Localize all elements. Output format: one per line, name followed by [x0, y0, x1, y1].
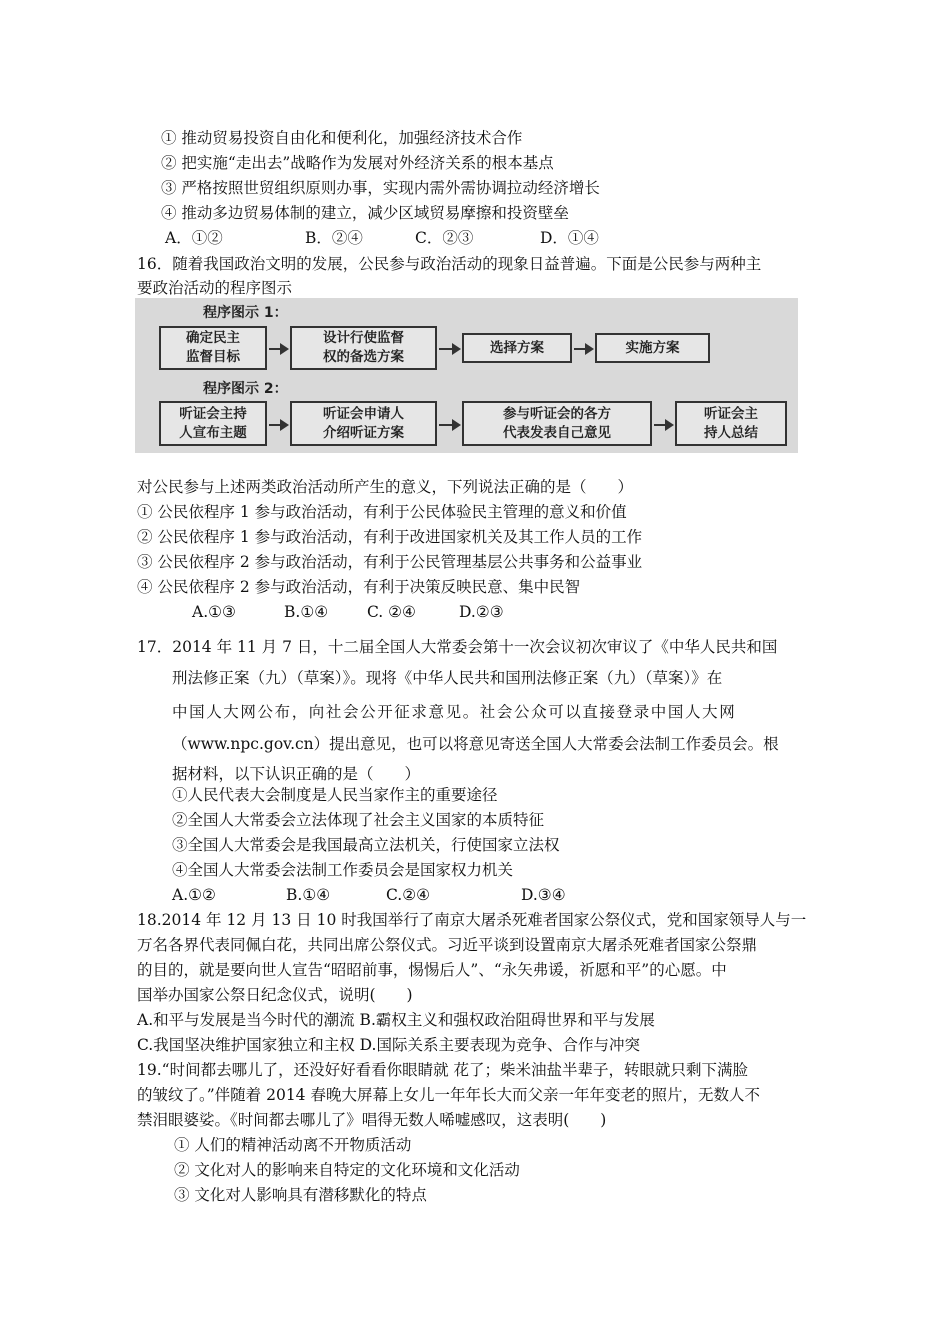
q15-choice-a: A．①②	[165, 229, 223, 247]
flow2-step-4: 听证会主 持人总结	[675, 401, 787, 446]
q15-option-3: ③ 严格按照世贸组织原则办事，实现内需外需协调拉动经济增长	[161, 179, 600, 197]
q15-choice-b: B．②④	[305, 229, 363, 247]
flow2-step-3: 参与听证会的各方 代表发表自己意见	[462, 401, 652, 446]
q16-stem-line-2: 要政治活动的程序图示	[137, 279, 293, 297]
q16-choice-c: C. ②④	[367, 603, 416, 621]
q17-stem-line-3: 中国人大网公布，向社会公开征求意见。社会公众可以直接登录中国人大网	[172, 703, 737, 721]
q17-option-4: ④全国人大常委会法制工作委员会是国家权力机关	[172, 861, 514, 879]
flow2-step-2: 听证会申请人 介绍听证方案	[290, 401, 437, 446]
flow1-step-2: 设计行使监督 权的备选方案	[290, 326, 437, 370]
q18-choices-cd: C.我国坚决维护国家独立和主权 D.国际关系主要表现为竞争、合作与冲突	[137, 1036, 640, 1054]
q17-choice-b: B.①④	[286, 886, 331, 904]
flow2-arrow-3	[654, 424, 672, 426]
flow1-step-4: 实施方案	[595, 333, 710, 363]
q17-stem-line-2: 刑法修正案（九）（草案）》。现将《中华人民共和国刑法修正案（九）（草案）》在	[172, 669, 723, 687]
q18-line-3: 的目的，就是要向世人宣告“昭昭前事，惕惕后人”、“永矢弗谖，祈愿和平”的心愿。中	[137, 961, 727, 979]
flow1-step-3: 选择方案	[462, 333, 572, 363]
q16-choice-d: D.②③	[459, 603, 504, 621]
flow1-arrow-3	[574, 348, 592, 350]
q17-choice-d: D.③④	[521, 886, 566, 904]
q15-option-1: ① 推动贸易投资自由化和便利化，加强经济技术合作	[161, 129, 523, 147]
q16-choice-b: B.①④	[284, 603, 329, 621]
flow1-step-1: 确定民主 监督目标	[159, 326, 267, 370]
q19-line-1: 19.“时间都去哪儿了，还没好好看看你眼睛就 花了；柴米油盐半辈子，转眼就只剩下满脸	[137, 1061, 749, 1079]
q19-option-1: ① 人们的精神活动离不开物质活动	[174, 1136, 412, 1154]
q19-option-2: ② 文化对人的影响来自特定的文化环境和文化活动	[174, 1161, 520, 1179]
q16-option-3: ③ 公民依程序 2 参与政治活动，有利于公民管理基层公共事务和公益事业	[137, 553, 643, 571]
q17-stem-line-5: 据材料，以下认识正确的是（ ）	[172, 765, 421, 783]
q16-option-2: ② 公民依程序 1 参与政治活动，有利于改进国家机关及其工作人员的工作	[137, 528, 643, 546]
q15-option-2: ② 把实施“走出去”战略作为发展对外经济关系的根本基点	[161, 154, 554, 172]
procedure-diagram	[135, 298, 798, 453]
q18-line-1: 18.2014 年 12 月 13 日 10 时我国举行了南京大屠杀死难者国家公祭仪式，党和国家领导人与一	[137, 911, 807, 929]
flow2-arrow-2	[439, 424, 459, 426]
q17-choice-c: C.②④	[386, 886, 431, 904]
q16-choice-a: A.①③	[192, 603, 236, 621]
q18-line-4: 国举办国家公祭日纪念仪式，说明( )	[137, 986, 413, 1004]
q19-line-3: 禁泪眼婆娑。《时间都去哪儿了》唱得无数人唏嘘感叹，这表明( )	[137, 1111, 607, 1129]
q16-option-4: ④ 公民依程序 2 参与政治活动，有利于决策反映民意、集中民智	[137, 578, 581, 596]
q17-option-2: ②全国人大常委会立法体现了社会主义国家的本质特征	[172, 811, 545, 829]
q15-option-4: ④ 推动多边贸易体制的建立，减少区域贸易摩擦和投资壁垒	[161, 204, 569, 222]
flow1-arrow-2	[439, 348, 459, 350]
q17-stem-line-4: （www.npc.gov.cn）提出意见，也可以将意见寄送全国人大常委会法制工作委员会。根	[172, 735, 779, 753]
q16-stem-line-1: 16．随着我国政治文明的发展，公民参与政治活动的现象日益普遍。下面是公民参与两种主	[137, 255, 762, 273]
q15-choice-c: C．②③	[415, 229, 474, 247]
q17-choice-a: A.①②	[172, 886, 216, 904]
q17-option-1: ①人民代表大会制度是人民当家作主的重要途径	[172, 786, 498, 804]
q17-option-3: ③全国人大常委会是我国最高立法机关，行使国家立法权	[172, 836, 560, 854]
q16-question: 对公民参与上述两类政治活动所产生的意义，下列说法正确的是（ ）	[137, 478, 634, 496]
q18-choices-ab: A.和平与发展是当今时代的潮流 B.霸权主义和强权政治阻碍世界和平与发展	[137, 1011, 655, 1029]
diagram-title-1: 程序图示 1：	[203, 305, 288, 321]
q16-choices	[192, 602, 504, 622]
q19-line-2: 的皱纹了。”伴随着 2014 春晚大屏幕上女儿一年年长大而父亲一年年变老的照片，无数人不	[137, 1086, 760, 1104]
flow1-arrow-1	[269, 348, 287, 350]
flow2-arrow-1	[269, 424, 287, 426]
diagram-title-2: 程序图示 2：	[203, 381, 288, 397]
q19-option-3: ③ 文化对人影响具有潜移默化的特点	[174, 1186, 427, 1204]
flow2-step-1: 听证会主持 人宣布主题	[159, 401, 267, 446]
q16-option-1: ① 公民依程序 1 参与政治活动，有利于公民体验民主管理的意义和价值	[137, 503, 627, 521]
q17-choices	[172, 885, 566, 905]
q17-stem-line-1: 17．2014 年 11 月 7 日，十二届全国人大常委会第十一次会议初次审议了《中华人民共和国	[137, 638, 778, 656]
q15-choices	[165, 228, 599, 248]
q18-line-2: 万名各界代表同佩白花，共同出席公祭仪式。习近平谈到设置南京大屠杀死难者国家公祭鼎	[137, 936, 758, 954]
q15-choice-d: D．①④	[540, 229, 599, 247]
